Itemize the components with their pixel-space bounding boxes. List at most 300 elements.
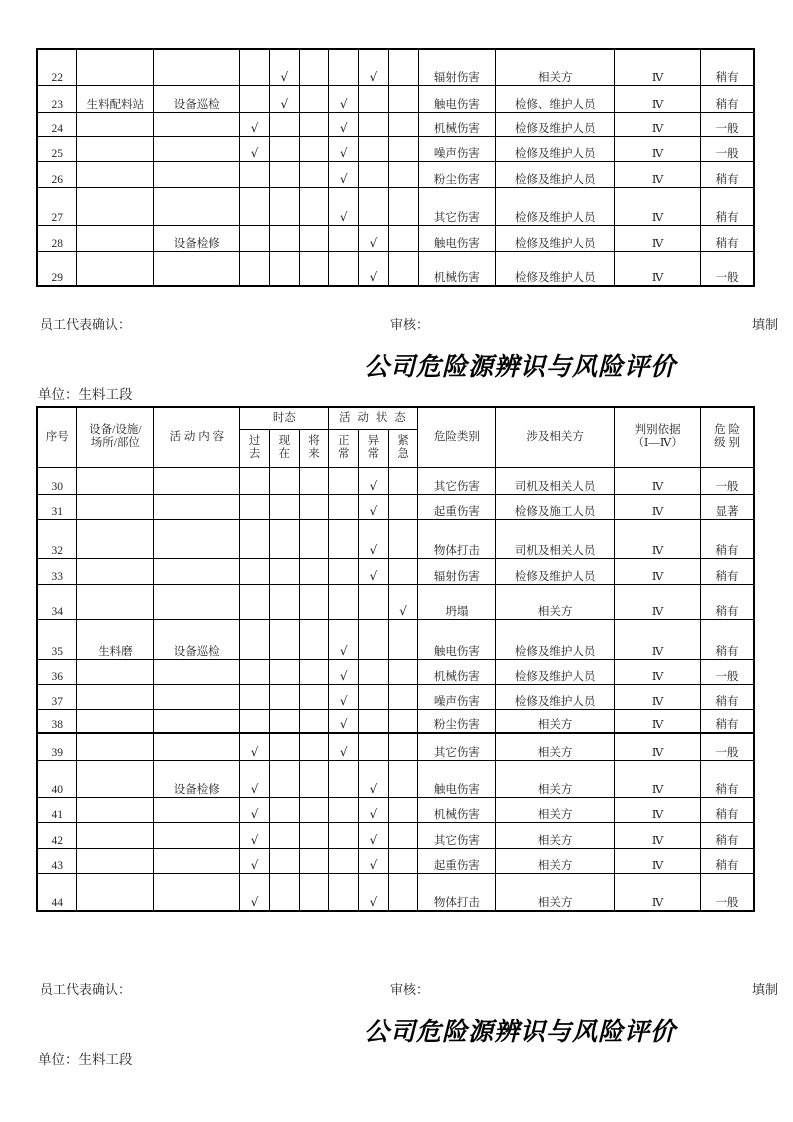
cell-parties: 检修及维护人员 bbox=[496, 251, 615, 286]
cell-status-normal[interactable] bbox=[329, 161, 359, 187]
cell-parties: 检修及维护人员 bbox=[496, 161, 615, 187]
cell-tense-future[interactable] bbox=[299, 161, 329, 187]
cell-serial-no: 24 bbox=[37, 112, 77, 136]
cell-place bbox=[77, 873, 154, 911]
cell-tense-future[interactable] bbox=[299, 822, 329, 848]
cell-tense-present[interactable] bbox=[269, 225, 299, 251]
cell-status-normal[interactable] bbox=[329, 797, 359, 822]
table-row bbox=[37, 822, 754, 848]
cell-parties: 检修及维护人员 bbox=[496, 225, 615, 251]
cell-tense-present[interactable] bbox=[269, 49, 299, 85]
cell-tense-future[interactable] bbox=[299, 558, 329, 584]
cell-status-abnormal[interactable] bbox=[359, 49, 389, 85]
check-mark-icon: √ bbox=[369, 832, 378, 847]
cell-tense-past[interactable] bbox=[240, 494, 270, 519]
cell-place bbox=[77, 733, 154, 760]
cell-tense-present[interactable] bbox=[269, 187, 299, 225]
cell-hazard-type: 噪声伤害 bbox=[418, 136, 496, 161]
cell-activity: 设备检修 bbox=[154, 225, 240, 251]
table-row bbox=[37, 848, 754, 873]
col-header-place-line1: 设备/设施/ bbox=[89, 424, 142, 437]
cell-tense-future[interactable] bbox=[299, 519, 329, 558]
cell-tense-future[interactable] bbox=[299, 709, 329, 733]
cell-status-normal[interactable] bbox=[329, 558, 359, 584]
col-header-activity: 活 动 内 容 bbox=[154, 407, 240, 467]
cell-tense-present[interactable] bbox=[269, 873, 299, 911]
cell-tense-future[interactable] bbox=[299, 251, 329, 286]
cell-activity bbox=[154, 519, 240, 558]
cell-level cell-top: 一般 bbox=[701, 467, 754, 494]
cell-status-normal[interactable] bbox=[329, 187, 359, 225]
cell-parties: 检修及维护人员 bbox=[496, 684, 615, 709]
cell-place bbox=[77, 822, 154, 848]
cell-tense-present[interactable] bbox=[269, 251, 299, 286]
cell-basis: Ⅳ bbox=[615, 797, 701, 822]
cell-place bbox=[77, 49, 154, 85]
cell-status-emergency[interactable] bbox=[388, 494, 418, 519]
cell-status-emergency[interactable] bbox=[388, 519, 418, 558]
cell-status-abnormal[interactable] bbox=[359, 251, 389, 286]
cell-tense-future[interactable] bbox=[299, 619, 329, 659]
cell-tense-present[interactable] bbox=[269, 161, 299, 187]
cell-status-emergency[interactable] bbox=[388, 709, 418, 733]
cell-hazard-type: 其它伤害 bbox=[418, 822, 496, 848]
cell-hazard-type: 粉尘伤害 bbox=[418, 161, 496, 187]
cell-status-abnormal[interactable] bbox=[359, 187, 389, 225]
cell-status-emergency[interactable] bbox=[388, 619, 418, 659]
check-mark-icon: √ bbox=[250, 120, 259, 135]
cell-level cell-mid: 稍有 bbox=[701, 797, 754, 822]
cell-serial-no: 26 bbox=[37, 161, 77, 187]
table-top-body bbox=[37, 49, 754, 286]
col-header-basis-line1: 判别依据 bbox=[634, 424, 681, 437]
cell-status-abnormal[interactable] bbox=[359, 733, 389, 760]
cell-basis: Ⅳ bbox=[615, 85, 701, 112]
cell-status-emergency[interactable] bbox=[388, 873, 418, 911]
cell-parties: 检修及维护人员 bbox=[496, 136, 615, 161]
cell-parties: 检修及施工人员 bbox=[496, 494, 615, 519]
cell-status-normal[interactable] bbox=[329, 822, 359, 848]
cell-status-emergency[interactable] bbox=[388, 584, 418, 619]
col-header-level-line1: 危 险 bbox=[714, 424, 740, 437]
cell-status-normal[interactable] bbox=[329, 85, 359, 112]
cell-status-abnormal[interactable] bbox=[359, 161, 389, 187]
col-header-basis bbox=[615, 407, 701, 467]
cell-parties: 相关方 bbox=[496, 797, 615, 822]
cell-status-abnormal[interactable] bbox=[359, 558, 389, 584]
page-title-bottom: 公司危险源辨识与风险评价 bbox=[364, 1017, 677, 1046]
cell-level cell-top: 一般 bbox=[701, 873, 754, 911]
cell-status-abnormal[interactable] bbox=[359, 848, 389, 873]
check-mark-icon: √ bbox=[250, 857, 259, 872]
table-row bbox=[37, 136, 754, 161]
cell-status-normal[interactable] bbox=[329, 584, 359, 619]
cell-tense-past[interactable] bbox=[240, 873, 270, 911]
cell-tense-present[interactable] bbox=[269, 797, 299, 822]
cell-parties: 相关方 bbox=[496, 848, 615, 873]
cell-tense-present[interactable] bbox=[269, 684, 299, 709]
cell-tense-future[interactable] bbox=[299, 684, 329, 709]
cell-tense-future[interactable] bbox=[299, 467, 329, 494]
cell-level cell-mid: 稍有 bbox=[701, 684, 754, 709]
col-header-future-c1: 将 bbox=[308, 435, 320, 448]
cell-hazard-type: 其它伤害 bbox=[418, 187, 496, 225]
check-mark-icon: √ bbox=[250, 781, 259, 796]
cell-hazard-type: 辐射伤害 bbox=[418, 49, 496, 85]
cell-serial-no: 42 bbox=[37, 822, 77, 848]
cell-status-abnormal[interactable] bbox=[359, 494, 389, 519]
col-header-future bbox=[299, 429, 329, 467]
check-mark-icon: √ bbox=[339, 171, 348, 186]
employee-confirm-label: 员工代表确认： bbox=[40, 317, 132, 332]
cell-activity bbox=[154, 112, 240, 136]
cell-level cell-mid: 稍有 bbox=[701, 558, 754, 584]
cell-hazard-type: 坍塌 bbox=[418, 584, 496, 619]
cell-tense-past[interactable] bbox=[240, 85, 270, 112]
cell-status-normal[interactable] bbox=[329, 225, 359, 251]
cell-tense-past[interactable] bbox=[240, 619, 270, 659]
cell-basis: Ⅳ bbox=[615, 558, 701, 584]
table-row bbox=[37, 85, 754, 112]
cell-hazard-type: 机械伤害 bbox=[418, 251, 496, 286]
cell-tense-past[interactable] bbox=[240, 584, 270, 619]
cell-tense-past[interactable] bbox=[240, 760, 270, 797]
cell-activity bbox=[154, 494, 240, 519]
page-title-middle: 公司危险源辨识与风险评价 bbox=[364, 352, 677, 381]
col-header-no: 序号 bbox=[37, 407, 77, 467]
cell-activity: 设备巡检 bbox=[154, 619, 240, 659]
cell-tense-future[interactable] bbox=[299, 187, 329, 225]
col-header-normal-c2: 常 bbox=[337, 448, 350, 460]
cell-activity bbox=[154, 161, 240, 187]
col-header-normal-c1: 正 bbox=[337, 435, 350, 448]
cell-tense-present[interactable] bbox=[269, 584, 299, 619]
cell-tense-present[interactable] bbox=[269, 519, 299, 558]
cell-tense-future[interactable] bbox=[299, 873, 329, 911]
cell-tense-present[interactable] bbox=[269, 709, 299, 733]
cell-status-abnormal[interactable] bbox=[359, 136, 389, 161]
cell-tense-present[interactable] bbox=[269, 558, 299, 584]
cell-status-emergency[interactable] bbox=[388, 822, 418, 848]
cell-status-normal[interactable] bbox=[329, 873, 359, 911]
cell-hazard-type: 触电伤害 bbox=[418, 760, 496, 797]
cell-place bbox=[77, 187, 154, 225]
cell-status-normal[interactable] bbox=[329, 136, 359, 161]
check-mark-icon: √ bbox=[339, 717, 348, 732]
cell-level cell-top: 一般 bbox=[701, 136, 754, 161]
cell-level cell-mid: 稍有 bbox=[701, 822, 754, 848]
cell-status-emergency[interactable] bbox=[388, 225, 418, 251]
unit-label-middle: 单位：生料工段 bbox=[38, 387, 133, 402]
cell-hazard-type: 触电伤害 bbox=[418, 85, 496, 112]
cell-activity bbox=[154, 187, 240, 225]
cell-tense-past[interactable] bbox=[240, 519, 270, 558]
cell-tense-future[interactable] bbox=[299, 584, 329, 619]
check-mark-icon: √ bbox=[339, 643, 348, 658]
cell-place bbox=[77, 848, 154, 873]
cell-place bbox=[77, 467, 154, 494]
cell-status-normal[interactable] bbox=[329, 49, 359, 85]
cell-parties: 检修及维护人员 bbox=[496, 659, 615, 684]
cell-activity bbox=[154, 558, 240, 584]
cell-place bbox=[77, 584, 154, 619]
cell-serial-no: 37 bbox=[37, 684, 77, 709]
cell-status-normal[interactable] bbox=[329, 494, 359, 519]
cell-serial-no: 23 bbox=[37, 85, 77, 112]
cell-activity: 设备检修 bbox=[154, 760, 240, 797]
check-mark-icon: √ bbox=[339, 120, 348, 135]
table-row bbox=[37, 467, 754, 494]
check-mark-icon: √ bbox=[369, 69, 378, 84]
cell-tense-past[interactable] bbox=[240, 136, 270, 161]
cell-level cell-mid: 稍有 bbox=[701, 709, 754, 733]
cell-status-emergency[interactable] bbox=[388, 136, 418, 161]
cell-tense-present[interactable] bbox=[269, 112, 299, 136]
cell-tense-past[interactable] bbox=[240, 467, 270, 494]
cell-status-emergency[interactable] bbox=[388, 187, 418, 225]
cell-tense-future[interactable] bbox=[299, 112, 329, 136]
cell-serial-no: 38 bbox=[37, 709, 77, 733]
cell-parties: 相关方 bbox=[496, 760, 615, 797]
cell-status-emergency[interactable] bbox=[388, 797, 418, 822]
cell-hazard-type: 起重伤害 bbox=[418, 494, 496, 519]
table-row bbox=[37, 709, 754, 733]
cell-tense-past[interactable] bbox=[240, 225, 270, 251]
cell-serial-no: 43 bbox=[37, 848, 77, 873]
check-mark-icon: √ bbox=[369, 895, 378, 910]
hazard-table-top bbox=[36, 48, 755, 287]
cell-level cell-mid: 稍有 bbox=[701, 519, 754, 558]
cell-hazard-type: 粉尘伤害 bbox=[418, 709, 496, 733]
col-header-emergency-c2: 急 bbox=[397, 448, 409, 460]
cell-status-normal[interactable] bbox=[329, 619, 359, 659]
cell-status-emergency[interactable] bbox=[388, 760, 418, 797]
cell-basis: Ⅳ bbox=[615, 760, 701, 797]
cell-status-normal[interactable] bbox=[329, 760, 359, 797]
cell-status-abnormal[interactable] bbox=[359, 822, 389, 848]
cell-serial-no: 22 bbox=[37, 49, 77, 85]
col-header-past-c1: 过 bbox=[248, 435, 261, 448]
cell-activity bbox=[154, 684, 240, 709]
cell-tense-present[interactable] bbox=[269, 659, 299, 684]
cell-tense-present[interactable] bbox=[269, 848, 299, 873]
col-header-tense-group: 时态 bbox=[240, 407, 329, 429]
check-mark-icon: √ bbox=[369, 235, 378, 250]
cell-hazard-type: 触电伤害 bbox=[418, 225, 496, 251]
table-row bbox=[37, 225, 754, 251]
cell-tense-future[interactable] bbox=[299, 225, 329, 251]
cell-status-normal[interactable] bbox=[329, 467, 359, 494]
cell-status-emergency[interactable] bbox=[388, 49, 418, 85]
cell-status-emergency[interactable] bbox=[388, 659, 418, 684]
cell-hazard-type: 机械伤害 bbox=[418, 797, 496, 822]
cell-parties: 相关方 bbox=[496, 709, 615, 733]
cell-level cell-mid: 稍有 bbox=[701, 848, 754, 873]
check-mark-icon: √ bbox=[369, 503, 378, 518]
cell-status-abnormal[interactable] bbox=[359, 797, 389, 822]
cell-status-emergency[interactable] bbox=[388, 251, 418, 286]
check-mark-icon: √ bbox=[339, 693, 348, 708]
cell-status-normal[interactable] bbox=[329, 659, 359, 684]
table-row bbox=[37, 112, 754, 136]
cell-parties: 检修及维护人员 bbox=[496, 558, 615, 584]
cell-basis: Ⅳ bbox=[615, 873, 701, 911]
cell-tense-present[interactable] bbox=[269, 822, 299, 848]
cell-status-emergency[interactable] bbox=[388, 85, 418, 112]
cell-place bbox=[77, 519, 154, 558]
cell-status-abnormal[interactable] bbox=[359, 709, 389, 733]
cell-status-abnormal[interactable] bbox=[359, 873, 389, 911]
prepared-by-label: 填制 bbox=[752, 317, 779, 332]
cell-status-abnormal[interactable] bbox=[359, 684, 389, 709]
cell-level cell-top: 一般 bbox=[701, 251, 754, 286]
cell-parties: 检修及维护人员 bbox=[496, 112, 615, 136]
cell-tense-past[interactable] bbox=[240, 848, 270, 873]
cell-status-emergency[interactable] bbox=[388, 733, 418, 760]
cell-status-emergency[interactable] bbox=[388, 558, 418, 584]
cell-status-abnormal[interactable] bbox=[359, 467, 389, 494]
cell-tense-future[interactable] bbox=[299, 760, 329, 797]
cell-status-abnormal[interactable] bbox=[359, 584, 389, 619]
check-mark-icon: √ bbox=[250, 145, 259, 160]
cell-tense-past[interactable] bbox=[240, 709, 270, 733]
cell-status-emergency[interactable] bbox=[388, 161, 418, 187]
cell-serial-no: 39 bbox=[37, 733, 77, 760]
cell-level cell-top: 一般 bbox=[701, 112, 754, 136]
col-header-emergency bbox=[388, 429, 418, 467]
cell-tense-past[interactable] bbox=[240, 251, 270, 286]
col-header-abnormal bbox=[359, 429, 389, 467]
table-row bbox=[37, 251, 754, 286]
check-mark-icon: √ bbox=[339, 209, 348, 224]
cell-status-normal[interactable] bbox=[329, 848, 359, 873]
cell-tense-present[interactable] bbox=[269, 494, 299, 519]
cell-place: 生料磨 bbox=[77, 619, 154, 659]
cell-tense-past[interactable] bbox=[240, 659, 270, 684]
table-bottom-body bbox=[37, 467, 754, 911]
cell-tense-future[interactable] bbox=[299, 848, 329, 873]
cell-status-normal[interactable] bbox=[329, 519, 359, 558]
cell-status-normal[interactable] bbox=[329, 112, 359, 136]
cell-basis: Ⅳ bbox=[615, 136, 701, 161]
cell-status-emergency[interactable] bbox=[388, 467, 418, 494]
cell-parties: 司机及相关人员 bbox=[496, 467, 615, 494]
col-header-place bbox=[77, 407, 154, 467]
prepared-by-label-2: 填制 bbox=[752, 982, 779, 997]
cell-place bbox=[77, 494, 154, 519]
cell-activity bbox=[154, 251, 240, 286]
cell-hazard-type: 其它伤害 bbox=[418, 733, 496, 760]
cell-serial-no: 29 bbox=[37, 251, 77, 286]
cell-status-abnormal[interactable] bbox=[359, 85, 389, 112]
cell-serial-no: 27 bbox=[37, 187, 77, 225]
cell-tense-present[interactable] bbox=[269, 760, 299, 797]
cell-level cell-mid: 显著 bbox=[701, 494, 754, 519]
cell-tense-present[interactable] bbox=[269, 733, 299, 760]
table-row bbox=[37, 873, 754, 911]
cell-status-abnormal[interactable] bbox=[359, 659, 389, 684]
cell-activity bbox=[154, 873, 240, 911]
cell-tense-present[interactable] bbox=[269, 619, 299, 659]
cell-status-emergency[interactable] bbox=[388, 684, 418, 709]
check-mark-icon: √ bbox=[369, 857, 378, 872]
review-label-2: 审核： bbox=[390, 982, 430, 997]
cell-status-abnormal[interactable] bbox=[359, 619, 389, 659]
cell-tense-past[interactable] bbox=[240, 558, 270, 584]
check-mark-icon: √ bbox=[250, 895, 259, 910]
cell-tense-future[interactable] bbox=[299, 797, 329, 822]
cell-tense-present[interactable] bbox=[269, 85, 299, 112]
cell-tense-present[interactable] bbox=[269, 136, 299, 161]
check-mark-icon: √ bbox=[250, 744, 259, 759]
employee-confirm-label-2: 员工代表确认： bbox=[40, 982, 132, 997]
cell-status-abnormal[interactable] bbox=[359, 225, 389, 251]
cell-parties: 相关方 bbox=[496, 733, 615, 760]
cell-tense-past[interactable] bbox=[240, 822, 270, 848]
cell-tense-future[interactable] bbox=[299, 85, 329, 112]
cell-basis: Ⅳ bbox=[615, 161, 701, 187]
cell-serial-no: 32 bbox=[37, 519, 77, 558]
cell-hazard-type: 起重伤害 bbox=[418, 848, 496, 873]
cell-status-abnormal[interactable] bbox=[359, 112, 389, 136]
cell-tense-past[interactable] bbox=[240, 187, 270, 225]
cell-status-abnormal[interactable] bbox=[359, 519, 389, 558]
cell-status-abnormal[interactable] bbox=[359, 760, 389, 797]
col-header-place-line2: 场所/部位 bbox=[90, 437, 140, 450]
cell-tense-past[interactable] bbox=[240, 112, 270, 136]
cell-status-emergency[interactable] bbox=[388, 112, 418, 136]
cell-parties: 检修及维护人员 bbox=[496, 187, 615, 225]
col-header-present-c2: 在 bbox=[278, 448, 291, 460]
check-mark-icon: √ bbox=[369, 270, 378, 285]
cell-parties: 相关方 bbox=[496, 584, 615, 619]
cell-status-emergency[interactable] bbox=[388, 848, 418, 873]
table-row bbox=[37, 619, 754, 659]
cell-tense-past[interactable] bbox=[240, 161, 270, 187]
cell-status-normal[interactable] bbox=[329, 733, 359, 760]
cell-tense-future[interactable] bbox=[299, 49, 329, 85]
cell-tense-past[interactable] bbox=[240, 733, 270, 760]
signature-strip-top bbox=[0, 314, 793, 334]
signature-strip-bottom bbox=[0, 979, 793, 999]
cell-tense-present[interactable] bbox=[269, 467, 299, 494]
cell-basis: Ⅳ bbox=[615, 684, 701, 709]
cell-place: 生料配料站 bbox=[77, 85, 154, 112]
table-row bbox=[37, 659, 754, 684]
cell-basis: Ⅳ bbox=[615, 519, 701, 558]
cell-tense-past[interactable] bbox=[240, 797, 270, 822]
cell-activity bbox=[154, 848, 240, 873]
cell-hazard-type: 物体打击 bbox=[418, 873, 496, 911]
cell-serial-no: 33 bbox=[37, 558, 77, 584]
cell-tense-future[interactable] bbox=[299, 136, 329, 161]
cell-activity bbox=[154, 467, 240, 494]
cell-status-normal[interactable] bbox=[329, 709, 359, 733]
cell-hazard-type: 其它伤害 bbox=[418, 467, 496, 494]
cell-place bbox=[77, 136, 154, 161]
cell-tense-future[interactable] bbox=[299, 733, 329, 760]
cell-tense-future[interactable] bbox=[299, 659, 329, 684]
cell-parties: 相关方 bbox=[496, 873, 615, 911]
cell-tense-future[interactable] bbox=[299, 494, 329, 519]
cell-tense-past[interactable] bbox=[240, 49, 270, 85]
cell-status-normal[interactable] bbox=[329, 684, 359, 709]
cell-status-normal[interactable] bbox=[329, 251, 359, 286]
cell-tense-past[interactable] bbox=[240, 684, 270, 709]
cell-place bbox=[77, 797, 154, 822]
col-header-parties: 涉及相关方 bbox=[496, 407, 615, 467]
cell-serial-no: 40 bbox=[37, 760, 77, 797]
